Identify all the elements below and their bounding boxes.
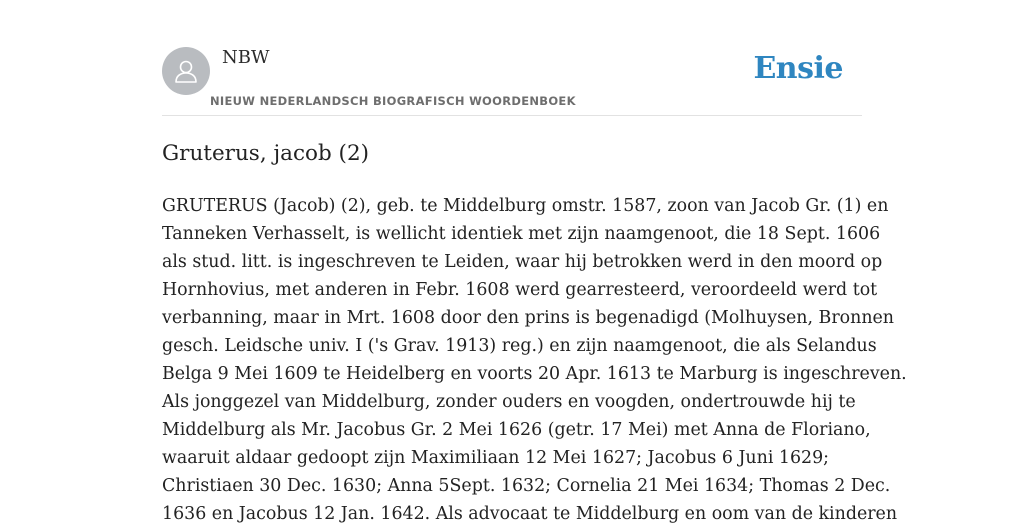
article-line: Christiaen 30 Dec. 1630; Anna 5Sept. 1632; Cornelia 21 Mei 1634; Thomas 2 Dec. xyxy=(162,476,891,496)
header-divider xyxy=(162,115,862,116)
article-line: waaruit aldaar gedoopt zijn Maximiliaan 12 Mei 1627; Jacobus 6 Juni 1629; xyxy=(162,448,830,468)
article-line: Middelburg als Mr. Jacobus Gr. 2 Mei 1626 (getr. 17 Mei) met Anna de Floriano, xyxy=(162,420,871,440)
article-line: als stud. litt. is ingeschreven te Leiden, waar hij betrokken werd in den moord op xyxy=(162,252,883,272)
article-body xyxy=(162,192,907,528)
article-title: Gruterus, jacob (2) xyxy=(162,141,370,166)
article-line: gesch. Leidsche univ. I ('s Grav. 1913) reg.) en zijn naamgenoot, die als Selandus xyxy=(162,336,877,356)
article-line: Hornhovius, met anderen in Febr. 1608 werd gearresteerd, veroordeeld werd tot xyxy=(162,280,878,300)
article-line: Tanneken Verhasselt, is wellicht identiek met zijn naamgenoot, die 18 Sept. 1606 xyxy=(162,224,881,244)
article-line: verbanning, maar in Mrt. 1608 door den prins is begenadigd (Molhuysen, Bronnen xyxy=(162,308,895,328)
article-line: Als jonggezel van Middelburg, zonder ouders en voogden, ondertrouwde hij te xyxy=(162,392,856,412)
ensie-logo[interactable]: Ensie xyxy=(753,51,843,86)
user-icon xyxy=(172,57,200,85)
article-line: 1636 en Jacobus 12 Jan. 1642. Als advocaat te Middelburg en oom van de kinderen xyxy=(162,504,898,524)
article-line: Belga 9 Mei 1609 te Heidelberg en voorts 20 Apr. 1613 te Marburg is ingeschreven. xyxy=(162,364,907,384)
article-line: GRUTERUS (Jacob) (2), geb. te Middelburg omstr. 1587, zoon van Jacob Gr. (1) en xyxy=(162,196,889,216)
source-subtitle: NIEUW NEDERLANDSCH BIOGRAFISCH WOORDENBOEK xyxy=(210,94,576,108)
source-name[interactable]: NBW xyxy=(222,47,270,68)
source-avatar[interactable] xyxy=(162,47,210,95)
